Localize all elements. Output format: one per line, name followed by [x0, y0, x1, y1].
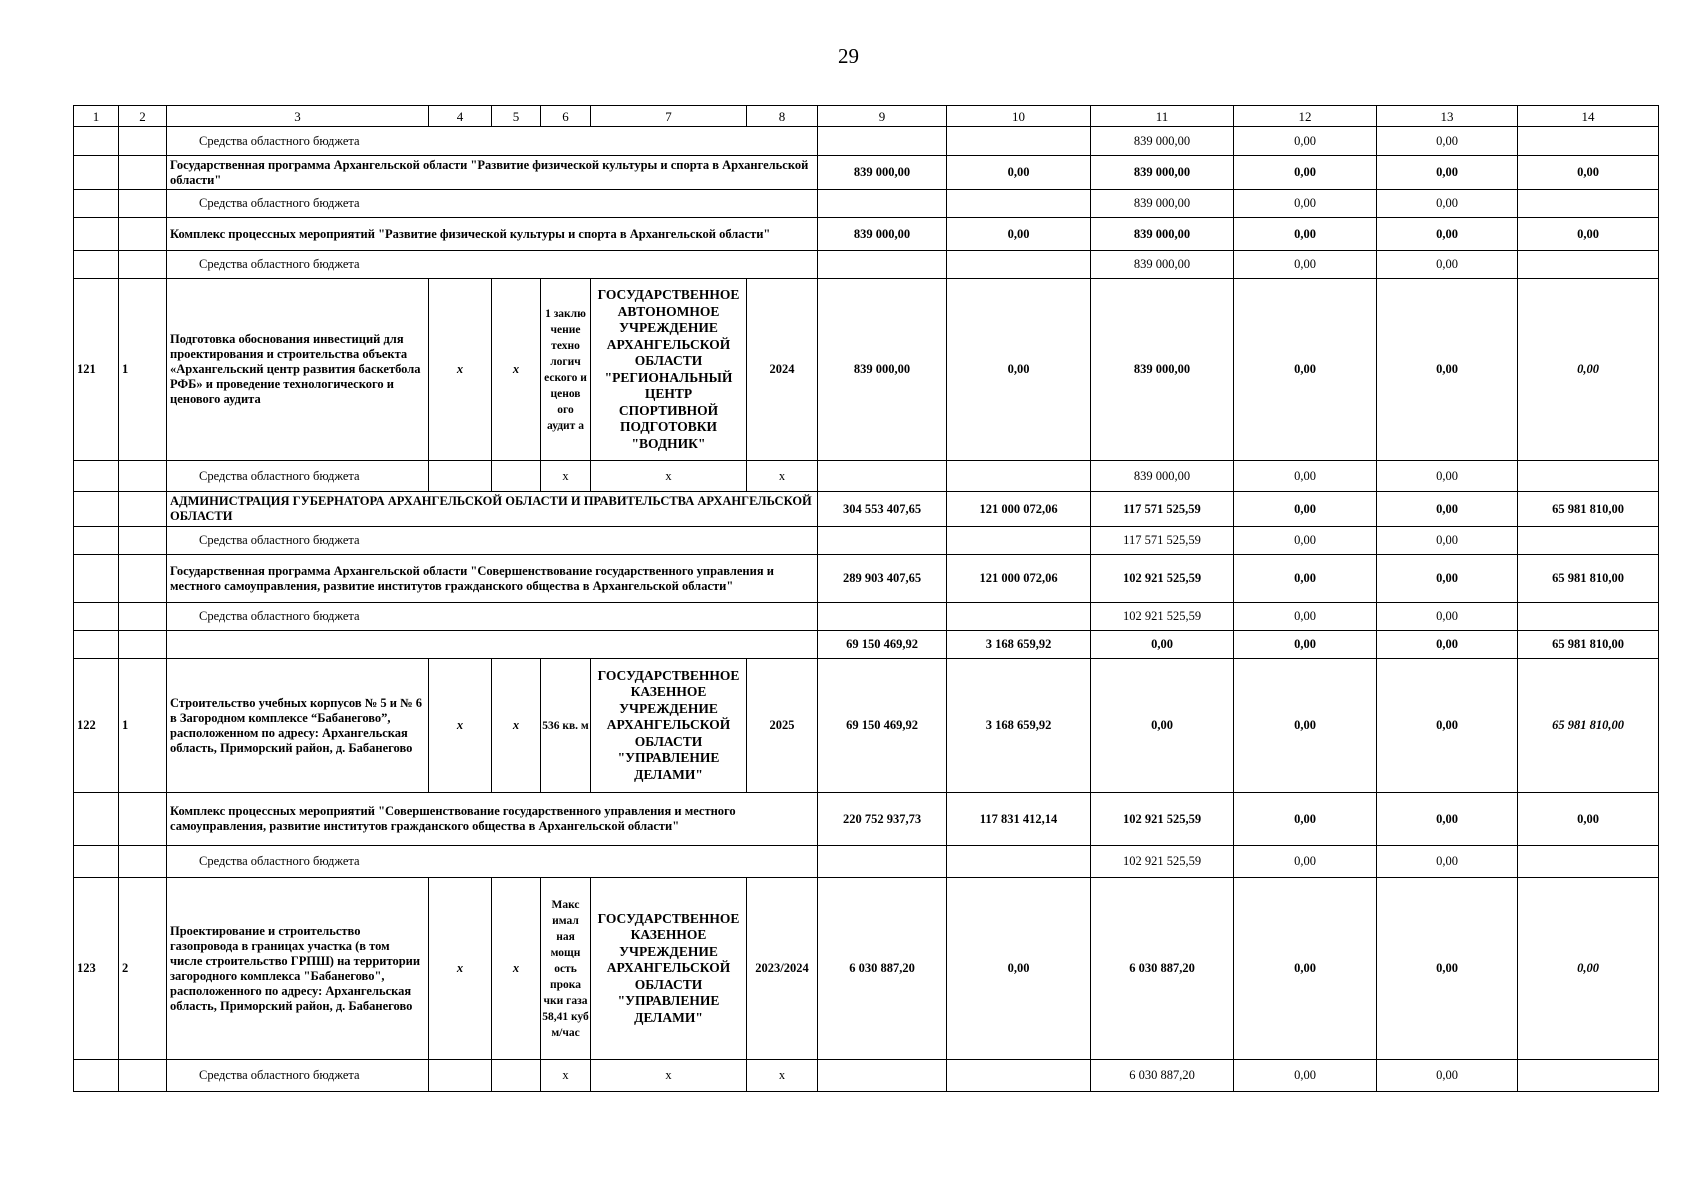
- amount-cell-9: [818, 1060, 947, 1092]
- cell-4: x: [429, 279, 492, 461]
- amount-cell-14: 65 981 810,00: [1518, 659, 1659, 793]
- amount-cell-12: 0,00: [1234, 461, 1377, 492]
- table-row-group: [74, 218, 1659, 251]
- group-title: Государственная программа Архангельской области "Совершенствование государственного управления и местного самоуправления, развитие институтов гражданского общества в Архангельской области": [167, 555, 818, 603]
- amount-cell-10: [947, 127, 1091, 156]
- amount-cell-14: [1518, 127, 1659, 156]
- sub-number-cell: 1: [119, 659, 167, 793]
- amount-cell-13: 0,00: [1377, 127, 1518, 156]
- amount-cell-10: 0,00: [947, 218, 1091, 251]
- row-number-cell: [74, 555, 119, 603]
- row-number-cell: 123: [74, 878, 119, 1060]
- amount-cell-9: 304 553 407,65: [818, 492, 947, 527]
- amount-cell-14: [1518, 190, 1659, 218]
- amount-cell-14: [1518, 527, 1659, 555]
- amount-cell-12: 0,00: [1234, 279, 1377, 461]
- cell-5: x: [492, 878, 541, 1060]
- row-number-cell: [74, 156, 119, 190]
- amount-cell-10: 121 000 072,06: [947, 492, 1091, 527]
- group-title: Комплекс процессных мероприятий "Развитие физической культуры и спорта в Архангельской области": [167, 218, 818, 251]
- row-number-cell: [74, 846, 119, 878]
- amount-cell-12: 0,00: [1234, 878, 1377, 1060]
- table-row-group: [74, 492, 1659, 527]
- amount-cell-13: 0,00: [1377, 846, 1518, 878]
- object-name-cell: Подготовка обоснования инвестиций для проектирования и строительства объекта «Архангельский центр развития баскетбола РФБ» и проведение технологического и ценового аудита: [167, 279, 429, 461]
- amount-cell-13: 0,00: [1377, 659, 1518, 793]
- amount-cell-14: 0,00: [1518, 279, 1659, 461]
- cell-5: x: [492, 659, 541, 793]
- amount-cell-11: 839 000,00: [1091, 218, 1234, 251]
- amount-cell-11: 0,00: [1091, 631, 1234, 659]
- amount-cell-14: 0,00: [1518, 218, 1659, 251]
- amount-cell-14: 0,00: [1518, 793, 1659, 846]
- amount-cell-9: [818, 527, 947, 555]
- cell-4: [429, 461, 492, 492]
- amount-cell-12: 0,00: [1234, 492, 1377, 527]
- amount-cell-12: 0,00: [1234, 218, 1377, 251]
- amount-cell-11: 839 000,00: [1091, 251, 1234, 279]
- header-cell: 6: [541, 106, 591, 127]
- year-cell: 2025: [747, 659, 818, 793]
- amount-cell-9: 220 752 937,73: [818, 793, 947, 846]
- capacity-cell: Макс имал ная мощн ость прока чки газа 58,41 куб м/час: [541, 878, 591, 1060]
- table-header-row: [74, 106, 1659, 127]
- amount-cell-11: 6 030 887,20: [1091, 878, 1234, 1060]
- year-cell: 2023/2024: [747, 878, 818, 1060]
- header-cell: 2: [119, 106, 167, 127]
- amount-cell-9: [818, 603, 947, 631]
- sub-number-cell: [119, 555, 167, 603]
- amount-cell-10: 0,00: [947, 279, 1091, 461]
- year-cell: 2024: [747, 279, 818, 461]
- amount-cell-10: 3 168 659,92: [947, 659, 1091, 793]
- year-cell: x: [747, 1060, 818, 1092]
- amount-cell-12: 0,00: [1234, 659, 1377, 793]
- sub-number-cell: [119, 461, 167, 492]
- amount-cell-11: 839 000,00: [1091, 156, 1234, 190]
- amount-cell-10: [947, 603, 1091, 631]
- table-row-funding-source: [74, 190, 1659, 218]
- amount-cell-13: 0,00: [1377, 603, 1518, 631]
- amount-cell-11: 102 921 525,59: [1091, 555, 1234, 603]
- amount-cell-13: 0,00: [1377, 492, 1518, 527]
- amount-cell-14: [1518, 251, 1659, 279]
- sub-number-cell: [119, 846, 167, 878]
- sub-number-cell: [119, 631, 167, 659]
- amount-cell-10: 121 000 072,06: [947, 555, 1091, 603]
- sub-number-cell: [119, 492, 167, 527]
- group-title: АДМИНИСТРАЦИЯ ГУБЕРНАТОРА АРХАНГЕЛЬСКОЙ ОБЛАСТИ И ПРАВИТЕЛЬСТВА АРХАНГЕЛЬСКОЙ ОБЛАСТИ: [167, 492, 818, 527]
- amount-cell-11: 839 000,00: [1091, 190, 1234, 218]
- cell-5: [492, 461, 541, 492]
- amount-cell-12: 0,00: [1234, 555, 1377, 603]
- amount-cell-13: 0,00: [1377, 461, 1518, 492]
- amount-cell-10: [947, 190, 1091, 218]
- amount-cell-13: 0,00: [1377, 631, 1518, 659]
- header-cell: 5: [492, 106, 541, 127]
- sub-number-cell: [119, 793, 167, 846]
- object-name-cell: Строительство учебных корпусов № 5 и № 6 в Загородном комплексе “Бабанегово”, расположенном по адресу: Архангельская область, Приморский район, д. Бабанегово: [167, 659, 429, 793]
- amount-cell-10: 0,00: [947, 156, 1091, 190]
- table-row-funding-source: [74, 1060, 1659, 1092]
- amount-cell-10: [947, 527, 1091, 555]
- object-name-cell: Проектирование и строительство газопровода в границах участка (в том числе строительство ГРПШ) на территории загородного комплекса "Бабанегово", расположенного по адресу: Архангельская область, Приморский район, д. Бабанегово: [167, 878, 429, 1060]
- amount-cell-13: 0,00: [1377, 279, 1518, 461]
- row-number-cell: [74, 251, 119, 279]
- table-row-item: [74, 878, 1659, 1060]
- amount-cell-13: 0,00: [1377, 555, 1518, 603]
- capacity-cell: 536 кв. м: [541, 659, 591, 793]
- amount-cell-11: 102 921 525,59: [1091, 846, 1234, 878]
- amount-cell-12: 0,00: [1234, 631, 1377, 659]
- table-row-group: [74, 793, 1659, 846]
- cell-4: [429, 1060, 492, 1092]
- amount-cell-14: [1518, 603, 1659, 631]
- row-number-cell: [74, 603, 119, 631]
- amount-cell-14: [1518, 846, 1659, 878]
- row-number-cell: [74, 1060, 119, 1092]
- sub-number-cell: 2: [119, 878, 167, 1060]
- amount-cell-14: 65 981 810,00: [1518, 492, 1659, 527]
- amount-cell-11: 839 000,00: [1091, 279, 1234, 461]
- sub-number-cell: [119, 1060, 167, 1092]
- header-cell: 13: [1377, 106, 1518, 127]
- amount-cell-13: 0,00: [1377, 218, 1518, 251]
- header-cell: 14: [1518, 106, 1659, 127]
- sub-number-cell: [119, 127, 167, 156]
- row-number-cell: [74, 631, 119, 659]
- funding-source-label: Средства областного бюджета: [167, 127, 818, 156]
- amount-cell-10: [947, 1060, 1091, 1092]
- executor-cell: x: [591, 461, 747, 492]
- table-row-group: [74, 156, 1659, 190]
- amount-cell-11: 102 921 525,59: [1091, 603, 1234, 631]
- page-number: 29: [838, 44, 859, 68]
- funding-source-label: Средства областного бюджета: [167, 461, 429, 492]
- table-row-funding-source: [74, 127, 1659, 156]
- amount-cell-11: 6 030 887,20: [1091, 1060, 1234, 1092]
- funding-source-label: Средства областного бюджета: [167, 190, 818, 218]
- amount-cell-12: 0,00: [1234, 527, 1377, 555]
- row-number-cell: [74, 190, 119, 218]
- amount-cell-10: [947, 846, 1091, 878]
- funding-source-label: Средства областного бюджета: [167, 846, 818, 878]
- funding-source-label: Средства областного бюджета: [167, 527, 818, 555]
- group-title: [167, 631, 818, 659]
- sub-number-cell: [119, 251, 167, 279]
- table-row-group: [74, 631, 1659, 659]
- amount-cell-9: 839 000,00: [818, 156, 947, 190]
- header-cell: 1: [74, 106, 119, 127]
- amount-cell-11: 0,00: [1091, 659, 1234, 793]
- cell-4: x: [429, 878, 492, 1060]
- amount-cell-14: 0,00: [1518, 878, 1659, 1060]
- sub-number-cell: [119, 156, 167, 190]
- header-cell: 4: [429, 106, 492, 127]
- table-row-item: [74, 279, 1659, 461]
- capacity-cell: x: [541, 461, 591, 492]
- amount-cell-12: 0,00: [1234, 156, 1377, 190]
- row-number-cell: [74, 218, 119, 251]
- cell-4: x: [429, 659, 492, 793]
- funding-source-label: Средства областного бюджета: [167, 1060, 429, 1092]
- header-cell: 3: [167, 106, 429, 127]
- table-row-funding-source: [74, 603, 1659, 631]
- amount-cell-14: 65 981 810,00: [1518, 631, 1659, 659]
- amount-cell-13: 0,00: [1377, 190, 1518, 218]
- executor-cell: ГОСУДАРСТВЕННОЕ КАЗЕННОЕ УЧРЕЖДЕНИЕ АРХАНГЕЛЬСКОЙ ОБЛАСТИ "УПРАВЛЕНИЕ ДЕЛАМИ": [591, 659, 747, 793]
- table-row-item: [74, 659, 1659, 793]
- funding-source-label: Средства областного бюджета: [167, 251, 818, 279]
- header-cell: 9: [818, 106, 947, 127]
- amount-cell-13: 0,00: [1377, 1060, 1518, 1092]
- row-number-cell: [74, 461, 119, 492]
- header-cell: 10: [947, 106, 1091, 127]
- amount-cell-10: [947, 461, 1091, 492]
- amount-cell-9: 839 000,00: [818, 279, 947, 461]
- amount-cell-14: [1518, 1060, 1659, 1092]
- amount-cell-13: 0,00: [1377, 878, 1518, 1060]
- amount-cell-12: 0,00: [1234, 846, 1377, 878]
- sub-number-cell: [119, 603, 167, 631]
- sub-number-cell: [119, 190, 167, 218]
- amount-cell-9: [818, 846, 947, 878]
- header-cell: 11: [1091, 106, 1234, 127]
- amount-cell-13: 0,00: [1377, 156, 1518, 190]
- executor-cell: ГОСУДАРСТВЕННОЕ АВТОНОМНОЕ УЧРЕЖДЕНИЕ АРХАНГЕЛЬСКОЙ ОБЛАСТИ "РЕГИОНАЛЬНЫЙ ЦЕНТР СПОРТИВНОЙ ПОДГОТОВКИ "ВОДНИК": [591, 279, 747, 461]
- header-cell: 7: [591, 106, 747, 127]
- amount-cell-10: 0,00: [947, 878, 1091, 1060]
- amount-cell-9: 69 150 469,92: [818, 631, 947, 659]
- header-cell: 12: [1234, 106, 1377, 127]
- amount-cell-14: [1518, 461, 1659, 492]
- table-row-funding-source: [74, 251, 1659, 279]
- sub-number-cell: [119, 218, 167, 251]
- header-cell: 8: [747, 106, 818, 127]
- amount-cell-13: 0,00: [1377, 251, 1518, 279]
- amount-cell-11: 102 921 525,59: [1091, 793, 1234, 846]
- amount-cell-14: 65 981 810,00: [1518, 555, 1659, 603]
- amount-cell-10: 3 168 659,92: [947, 631, 1091, 659]
- amount-cell-12: 0,00: [1234, 127, 1377, 156]
- sub-number-cell: 1: [119, 279, 167, 461]
- amount-cell-12: 0,00: [1234, 603, 1377, 631]
- row-number-cell: [74, 492, 119, 527]
- amount-cell-9: [818, 461, 947, 492]
- sub-number-cell: [119, 527, 167, 555]
- capacity-cell: x: [541, 1060, 591, 1092]
- amount-cell-10: [947, 251, 1091, 279]
- amount-cell-13: 0,00: [1377, 527, 1518, 555]
- amount-cell-12: 0,00: [1234, 251, 1377, 279]
- amount-cell-10: 117 831 412,14: [947, 793, 1091, 846]
- amount-cell-9: [818, 251, 947, 279]
- amount-cell-12: 0,00: [1234, 1060, 1377, 1092]
- year-cell: x: [747, 461, 818, 492]
- amount-cell-9: 839 000,00: [818, 218, 947, 251]
- row-number-cell: [74, 793, 119, 846]
- amount-cell-12: 0,00: [1234, 793, 1377, 846]
- table-row-group: [74, 555, 1659, 603]
- table-row-funding-source: [74, 846, 1659, 878]
- amount-cell-13: 0,00: [1377, 793, 1518, 846]
- budget-table: [73, 105, 1659, 1092]
- amount-cell-9: 69 150 469,92: [818, 659, 947, 793]
- group-title: Комплекс процессных мероприятий "Совершенствование государственного управления и местного самоуправления, развитие институтов гражданского общества в Архангельской области": [167, 793, 818, 846]
- executor-cell: x: [591, 1060, 747, 1092]
- group-title: Государственная программа Архангельской области "Развитие физической культуры и спорта в Архангельской области": [167, 156, 818, 190]
- row-number-cell: 122: [74, 659, 119, 793]
- amount-cell-9: [818, 127, 947, 156]
- row-number-cell: [74, 127, 119, 156]
- amount-cell-9: 6 030 887,20: [818, 878, 947, 1060]
- amount-cell-9: 289 903 407,65: [818, 555, 947, 603]
- table-row-funding-source: [74, 527, 1659, 555]
- row-number-cell: 121: [74, 279, 119, 461]
- amount-cell-9: [818, 190, 947, 218]
- funding-source-label: Средства областного бюджета: [167, 603, 818, 631]
- executor-cell: ГОСУДАРСТВЕННОЕ КАЗЕННОЕ УЧРЕЖДЕНИЕ АРХАНГЕЛЬСКОЙ ОБЛАСТИ "УПРАВЛЕНИЕ ДЕЛАМИ": [591, 878, 747, 1060]
- amount-cell-11: 839 000,00: [1091, 127, 1234, 156]
- amount-cell-14: 0,00: [1518, 156, 1659, 190]
- amount-cell-12: 0,00: [1234, 190, 1377, 218]
- cell-5: [492, 1060, 541, 1092]
- amount-cell-11: 117 571 525,59: [1091, 527, 1234, 555]
- cell-5: x: [492, 279, 541, 461]
- amount-cell-11: 839 000,00: [1091, 461, 1234, 492]
- row-number-cell: [74, 527, 119, 555]
- capacity-cell: 1 заклю чение техно логич еского и ценов ого аудит а: [541, 279, 591, 461]
- amount-cell-11: 117 571 525,59: [1091, 492, 1234, 527]
- table-row-funding-source: [74, 461, 1659, 492]
